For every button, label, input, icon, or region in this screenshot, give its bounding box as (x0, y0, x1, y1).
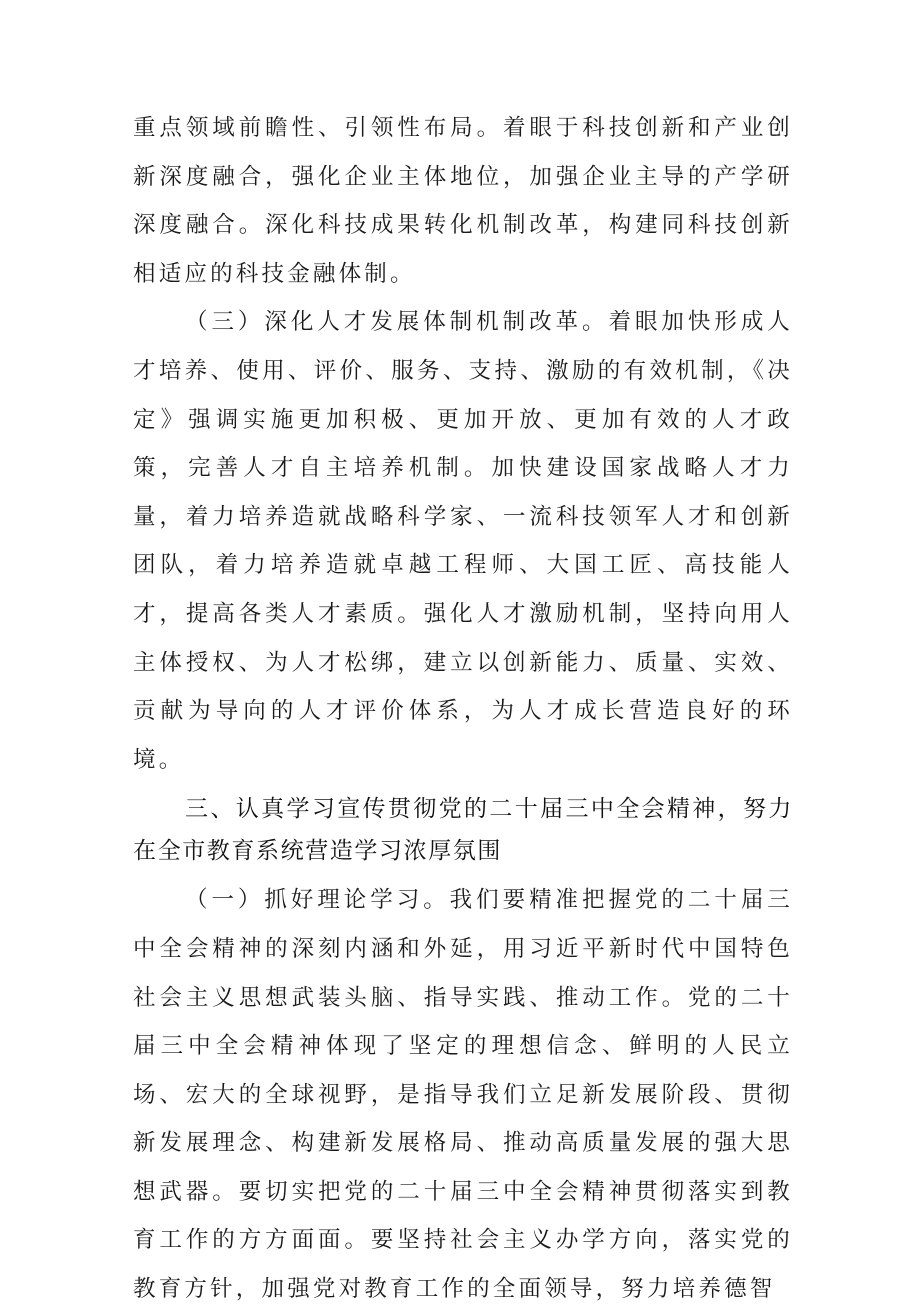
paragraph-theory-study: （一）抓好理论学习。我们要精准把握党的二十届三中全会精神的深刻内涵和外延，用习近平新时代中国特色社会主义思想武装头脑、指导实践、推动工作。党的二十届三中全会精神体现了坚定的理想信念、鲜明的人民立场、宏大的全球视野，是指导我们立足新发展阶段、贯彻新发展理念、构建新发展格局、推动高质量发展的强大思想武器。要切实把党的二十届三中全会精神贯彻落实到教育工作的方方面面。要坚持社会主义办学方向，落实党的教育方针，加强党对教育工作的全面领导，努力培养德智 (133, 887, 793, 1303)
paragraph-talent-reform: （三）深化人才发展体制机制改革。着眼加快形成人才培养、使用、评价、服务、支持、激励的有效机制，《决定》强调实施更加积极、更加开放、更加有效的人才政策，完善人才自主培养机制。加快建设国家战略人才力量，着力培养造就战略科学家、一流科技领军人才和创新团队，着力培养造就卓越工程师、大国工匠、高技能人才，提高各类人才素质。强化人才激励机制，坚持向用人主体授权、为人才松绑，建立以创新能力、质量、实效、贡献为导向的人才评价体系，为人才成长营造良好的环境。 (133, 309, 793, 773)
document-body (133, 104, 793, 1314)
section-heading-3: 三、认真学习宣传贯彻党的二十届三中全会精神，努力在全市教育系统营造学习浓厚氛围 (133, 796, 793, 865)
paragraph-continued: 重点领域前瞻性、引领性布局。着眼于科技创新和产业创新深度融合，强化企业主体地位，加强企业主导的产学研深度融合。深化科技成果转化机制改革，构建同科技创新相适应的科技金融体制。 (133, 115, 793, 287)
